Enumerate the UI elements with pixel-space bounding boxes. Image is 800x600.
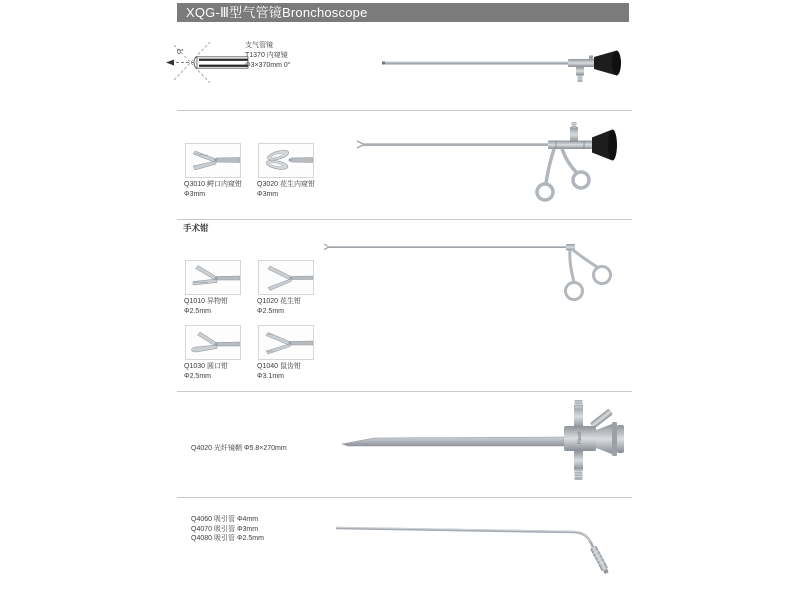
q1030-tip-image	[186, 326, 240, 359]
q4080-label: Q4080 吸引管 Φ2.5mm	[191, 535, 264, 542]
q1040-label: Q1040 鼠齿钳 Φ3.1mm	[257, 363, 301, 380]
bronchoscope-spec: Φ3×370mm 0°	[245, 62, 291, 69]
q1020-inset-box	[258, 260, 314, 295]
q1010-inset-box	[185, 260, 241, 295]
view-angle-diagram	[164, 38, 256, 90]
bronchoscope-model: T1370 内窥镜	[245, 52, 288, 59]
divider	[177, 391, 632, 392]
eyepiece-cone	[594, 51, 615, 75]
q3020-label: Q3020 花生内窥钳 Φ3mm	[257, 181, 315, 198]
divider	[177, 497, 632, 498]
q3010-label: Q3010 鳄口内窥钳 Φ3mm	[184, 181, 242, 198]
q4070-label: Q4070 吸引管 Φ3mm	[191, 525, 259, 533]
q1010-tip-image	[186, 261, 240, 294]
brand-mark: Hawk	[577, 431, 583, 444]
optical-forceps-photo	[350, 110, 628, 206]
q1040-inset-box	[258, 325, 314, 360]
handle-ring	[594, 267, 611, 284]
sheath-photo	[338, 397, 630, 487]
handle-ring	[573, 172, 589, 188]
q3020-inset-box	[258, 143, 314, 178]
handle-ring	[537, 184, 553, 200]
grasping-forceps-photo	[321, 236, 623, 304]
bronchoscope-photo	[382, 46, 628, 86]
handle-ring	[566, 283, 583, 300]
q4020-label: Q4020 光纤镜鞘 Φ5.8×270mm	[191, 445, 287, 452]
suction-labels	[191, 515, 264, 544]
page-title: XQG-Ⅲ型气管镜Bronchoscope	[177, 3, 629, 22]
q1040-tip-image	[259, 326, 313, 359]
bronchoscope-name: 支气管镜	[245, 42, 273, 49]
arrow-left-icon	[166, 60, 174, 66]
angle-label: 0°	[177, 49, 184, 56]
q1030-label: Q1030 圆口钳 Φ2.5mm	[184, 363, 228, 380]
q3010-tip-image	[186, 144, 240, 177]
q1030-inset-box	[185, 325, 241, 360]
q1010-label: Q1010 异物钳 Φ2.5mm	[184, 298, 228, 315]
suction-tube-photo	[330, 521, 630, 583]
q1020-label: Q1020 花生钳 Φ2.5mm	[257, 298, 301, 315]
section-title: 手术钳	[183, 223, 209, 233]
q4060-label: Q4060 吸引管 Φ4mm	[191, 516, 259, 523]
bronchoscope-description	[245, 41, 291, 71]
q3010-inset-box	[185, 143, 241, 178]
q1020-tip-image	[259, 261, 313, 294]
q3020-tip-image	[259, 144, 313, 177]
divider	[177, 219, 632, 220]
